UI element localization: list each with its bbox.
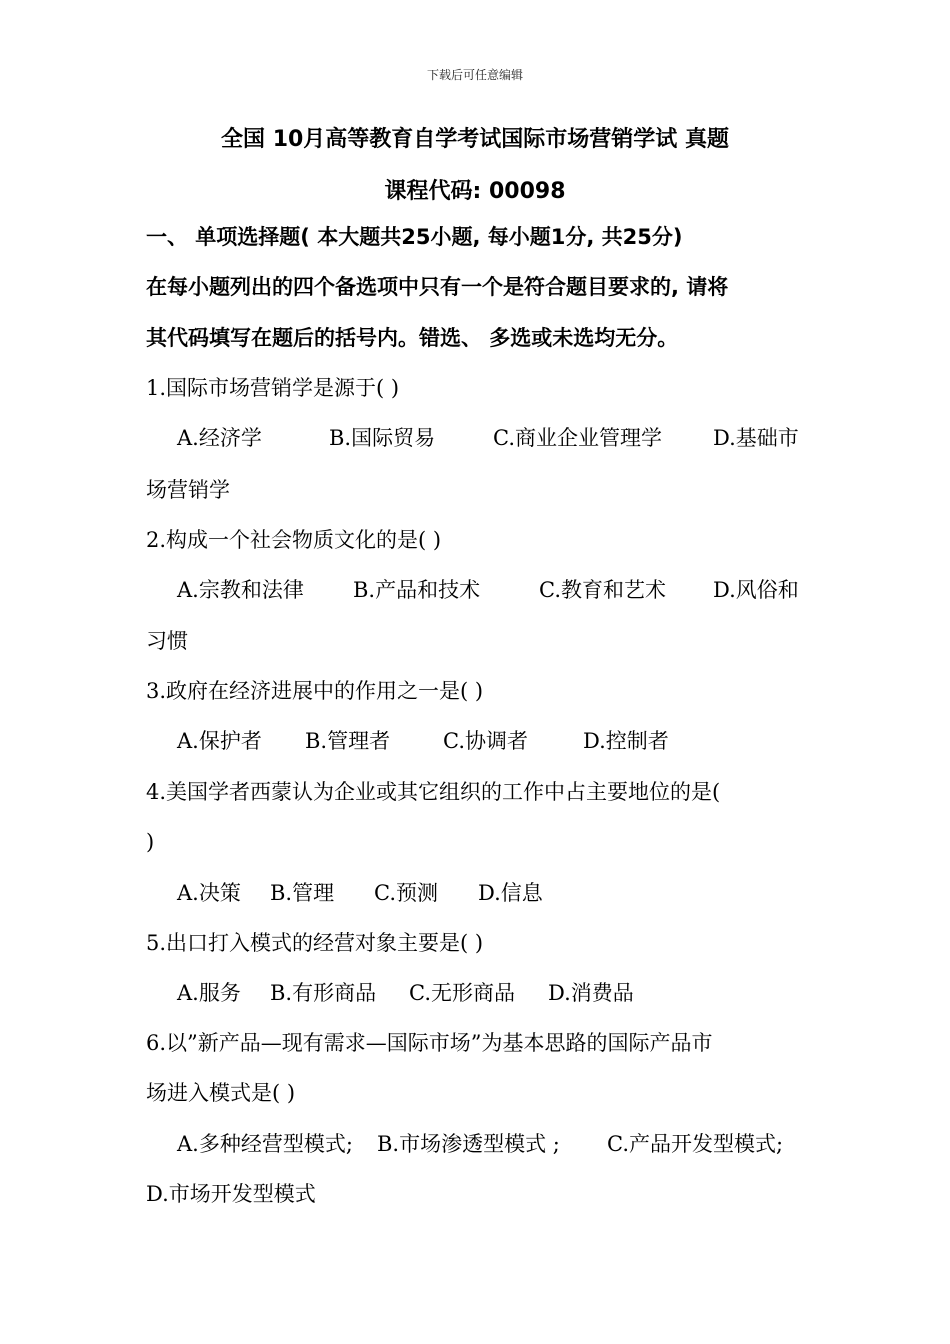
- page-title: 全国 10月高等教育自学考试国际市场营销学试 真题: [221, 127, 729, 152]
- question-1-option-c: C.商业企业管理学: [493, 426, 662, 450]
- section-heading: 一、 单项选择题( 本大题共25小题, 每小题1分, 共25分): [146, 225, 683, 249]
- section-instruction-2: 其代码填写在题后的括号内。错选、 多选或未选均无分。: [146, 326, 679, 350]
- question-1-option-b: B.国际贸易: [329, 426, 436, 450]
- question-2-option-a: A.宗教和法律: [177, 578, 304, 602]
- question-4-option-c: C.预测: [374, 881, 438, 905]
- question-5-option-d: D.消费品: [548, 981, 634, 1005]
- question-5-option-c: C.无形商品: [409, 981, 515, 1005]
- question-5-option-a: A.服务: [177, 981, 241, 1005]
- question-1-stem: 1.国际市场营销学是源于( ): [146, 376, 400, 400]
- question-4-option-d: D.信息: [478, 881, 543, 905]
- question-5-stem: 5.出口打入模式的经营对象主要是( ): [146, 931, 484, 955]
- question-6-option-c: C.产品开发型模式;: [607, 1132, 784, 1156]
- question-6-option-d: D.市场开发型模式: [146, 1182, 316, 1206]
- question-6-stem: 6.以”新产品—现有需求—国际市场”为基本思路的国际产品市: [146, 1031, 713, 1055]
- question-1-option-a: A.经济学: [177, 426, 262, 450]
- question-3-options: [177, 728, 817, 754]
- course-code: 课程代码: 00098: [384, 179, 566, 204]
- section-instruction-1: 在每小题列出的四个备选项中只有一个是符合题目要求的, 请将: [146, 275, 729, 299]
- question-1-option-d-cont: 场营销学: [146, 478, 230, 502]
- question-2-stem: 2.构成一个社会物质文化的是( ): [146, 528, 442, 552]
- question-3-stem: 3.政府在经济进展中的作用之一是( ): [146, 679, 484, 703]
- question-6-option-b: B.市场渗透型模式 ;: [377, 1132, 560, 1156]
- question-3-option-d: D.控制者: [583, 729, 669, 753]
- question-4-stem: 4.美国学者西蒙认为企业或其它组织的工作中占主要地位的是(: [146, 780, 721, 804]
- question-1-options: [177, 425, 817, 451]
- question-2-option-d: D.风俗和: [713, 578, 799, 602]
- question-5-options: [177, 980, 817, 1006]
- question-2-option-d-cont: 习惯: [146, 629, 188, 653]
- question-6-options: [177, 1131, 817, 1157]
- question-2-options: [177, 577, 817, 603]
- question-3-option-b: B.管理者: [305, 729, 391, 753]
- question-6-option-a: A.多种经营型模式;: [177, 1132, 353, 1156]
- question-5-option-b: B.有形商品: [270, 981, 377, 1005]
- question-2-option-b: B.产品和技术: [353, 578, 481, 602]
- question-3-option-a: A.保护者: [177, 729, 262, 753]
- question-4-options: [177, 880, 817, 906]
- question-4-option-a: A.决策: [177, 881, 241, 905]
- question-2-option-c: C.教育和艺术: [539, 578, 666, 602]
- question-1-option-d: D.基础市: [713, 426, 799, 450]
- question-6-stem-cont: 场进入模式是( ): [146, 1081, 296, 1105]
- question-3-option-c: C.协调者: [443, 729, 528, 753]
- question-4-option-b: B.管理: [270, 881, 335, 905]
- header-note: 下载后可任意编辑: [426, 68, 523, 82]
- question-4-stem-cont: ): [146, 830, 155, 854]
